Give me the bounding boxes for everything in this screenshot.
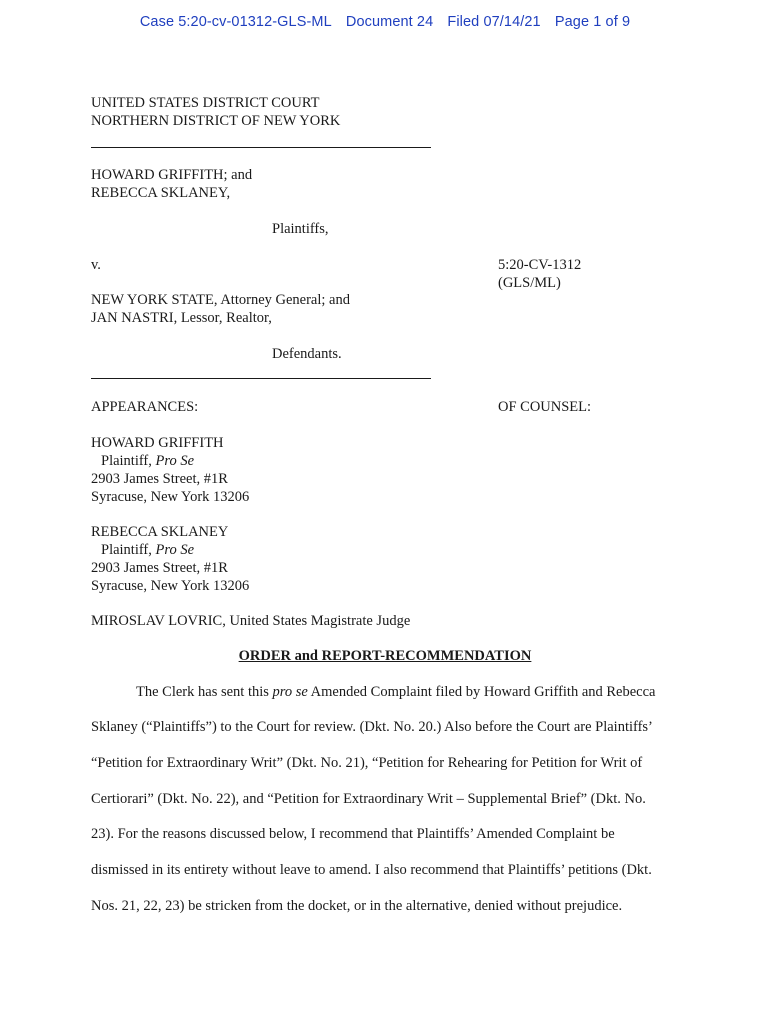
body-line-5: 23). For the reasons discussed below, I recommend that Plaintiffs’ Amended Complaint be (91, 826, 615, 842)
party-name: REBECCA SKLANEY (91, 524, 229, 540)
body-line-6: dismissed in its entirety without leave to amend. I also recommend that Plaintiffs’ petitions (Dkt. (91, 862, 652, 878)
body-line-3: “Petition for Extraordinary Writ” (Dkt. No. 21), “Petition for Rehearing for Petition for Writ of (91, 755, 643, 771)
caption-divider-bottom (91, 378, 431, 379)
party-name: HOWARD GRIFFITH (91, 435, 224, 451)
defendant-name-1: NEW YORK STATE, Attorney General; and (91, 292, 350, 308)
body-line-4: Certiorari” (Dkt. No. 22), and “Petition for Extraordinary Writ – Supplemental Brief” (Dkt. No. (91, 791, 646, 807)
plaintiff-name-2: REBECCA SKLANEY, (91, 185, 231, 201)
civil-case-number: 5:20-CV-1312 (498, 257, 582, 273)
party-street: 2903 James Street, #1R (91, 471, 228, 487)
page-number-stamp: Page 1 of 9 (554, 14, 631, 30)
judge-line: MIROSLAV LOVRIC, United States Magistrate Judge (91, 613, 411, 629)
appearances-label: APPEARANCES: (91, 399, 199, 415)
defendants-label: Defendants. (272, 346, 342, 362)
court-name: UNITED STATES DISTRICT COURT (91, 95, 320, 111)
defendant-name-2: JAN NASTRI, Lessor, Realtor, (91, 310, 272, 326)
party-city: Syracuse, New York 13206 (91, 578, 250, 594)
of-counsel-label: OF COUNSEL: (498, 399, 592, 415)
judge-initials: (GLS/ML) (498, 275, 561, 291)
plaintiff-name-1: HOWARD GRIFFITH; and (91, 167, 253, 183)
body-line-2: Sklaney (“Plaintiffs”) to the Court for review. (Dkt. No. 20.) Also before the Court are Plaintiffs’ (91, 719, 653, 735)
case-number-stamp: Case 5:20-cv-01312-GLS-ML (139, 14, 332, 30)
party-role: Plaintiff, Pro Se (101, 542, 195, 558)
court-district: NORTHERN DISTRICT OF NEW YORK (91, 113, 341, 129)
party-city: Syracuse, New York 13206 (91, 489, 250, 505)
document-number-stamp: Document 24 (345, 14, 434, 30)
party-street: 2903 James Street, #1R (91, 560, 228, 576)
order-title: ORDER and REPORT-RECOMMENDATION (238, 648, 532, 664)
party-role: Plaintiff, Pro Se (101, 453, 195, 469)
ecf-header-stamp (0, 14, 770, 30)
versus-label: v. (91, 257, 101, 273)
body-line-7: Nos. 21, 22, 23) be stricken from the docket, or in the alternative, denied without prejudice. (91, 898, 623, 914)
caption-divider-top (91, 147, 431, 148)
body-line-1: The Clerk has sent this pro se Amended Complaint filed by Howard Griffith and Rebecca (136, 684, 656, 700)
filed-date-stamp: Filed 07/14/21 (447, 14, 541, 30)
plaintiffs-label: Plaintiffs, (272, 221, 329, 237)
